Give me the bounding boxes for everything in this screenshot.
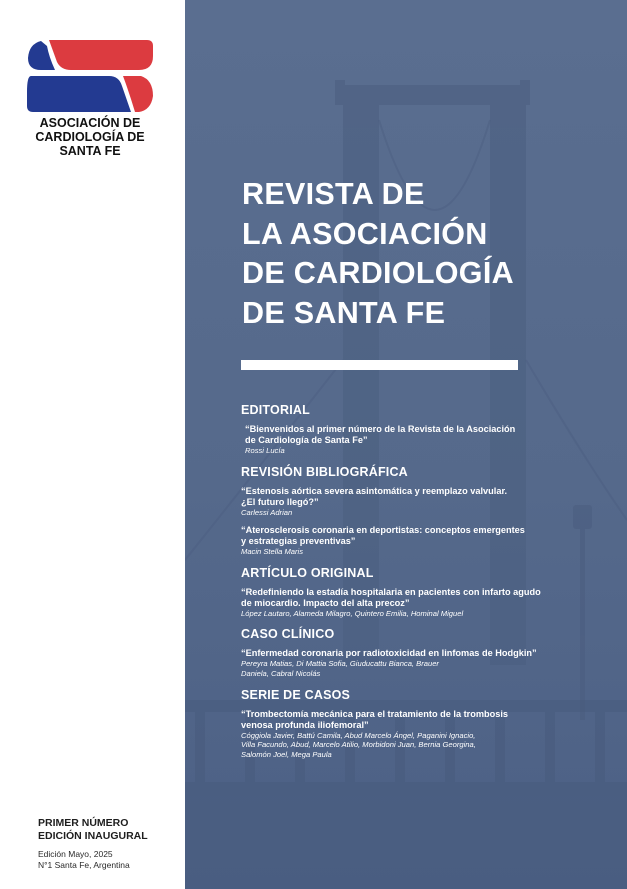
article-title-line: “Bienvenidos al primer número de la Revista de la Asociación <box>245 424 516 434</box>
article-authors-line: Daniela, Cabral Nicolás <box>241 668 321 678</box>
journal-title-line: DE CARDIOLOGÍA <box>242 256 514 290</box>
toc-article <box>241 587 601 619</box>
section-heading: REVISIÓN BIBLIOGRÁFICA <box>241 464 408 479</box>
edition-number-place: N°1 Santa Fe, Argentina <box>38 859 130 870</box>
article-title-line: y estrategias preventivas” <box>241 536 356 547</box>
sidebar-panel <box>0 0 185 889</box>
journal-title <box>242 175 612 333</box>
toc-section <box>241 627 601 678</box>
journal-title-line: REVISTA DE <box>242 177 425 211</box>
section-heading: CASO CLÍNICO <box>241 627 335 642</box>
toc-section <box>241 403 601 456</box>
toc-article <box>241 648 601 678</box>
article-authors-line: Villa Facundo, Abud, Marcelo Atilio, Morbidoni Juan, Bernia Georgina, <box>241 740 476 750</box>
edition-info <box>38 817 178 870</box>
article-authors-line: Cóggiola Javier, Battú Camila, Abud Marcelo Ángel, Paganini Ignacio, <box>241 730 476 740</box>
article-authors-line: Rossi Lucía <box>245 446 285 455</box>
toc-article <box>241 525 601 557</box>
table-of-contents <box>241 403 601 768</box>
article-title-line: de miocardio. Impacto del alta precoz” <box>241 597 410 608</box>
article-authors-line: Salomón Joel, Mega Paula <box>241 749 332 759</box>
organization-name <box>20 116 160 158</box>
section-heading: SERIE DE CASOS <box>241 687 351 702</box>
article-title-line: “Redefiniendo la estadía hospitalaria en pacientes con infarto agudo <box>241 586 541 597</box>
toc-section <box>241 465 601 557</box>
org-name-line: SANTA FE <box>59 144 121 158</box>
article-title-line: “Estenosis aórtica severa asintomática y reemplazo valvular. <box>241 485 508 496</box>
article-authors-line: Macin Stella Maris <box>241 547 304 557</box>
section-heading: ARTÍCULO ORIGINAL <box>241 565 374 580</box>
journal-title-line: LA ASOCIACIÓN <box>242 216 488 251</box>
article-title-line: “Enfermedad coronaria por radiotoxicidad en linfomas de Hodgkin” <box>241 648 537 659</box>
logo-red-top-shape <box>49 40 153 70</box>
section-heading: EDITORIAL <box>241 403 310 417</box>
journal-title-line: DE SANTA FE <box>242 295 446 330</box>
toc-article <box>241 424 601 456</box>
article-title-line: de Cardiología de Santa Fe” <box>245 435 368 445</box>
article-authors-line: Pereyra Matias, Di Mattia Sofia, Giuducattu Bianca, Brauer <box>241 659 439 669</box>
edition-date: Edición Mayo, 2025 <box>38 849 113 859</box>
logo-blue-bottom-shape <box>27 76 131 112</box>
association-logo <box>27 40 153 112</box>
edition-title-line: PRIMER NÚMERO <box>38 817 129 829</box>
toc-section <box>241 688 601 760</box>
org-name-line: ASOCIACIÓN DE <box>39 116 141 130</box>
title-divider <box>241 360 518 370</box>
article-authors-line: Carlessi Adrian <box>241 507 293 517</box>
cover-panel <box>185 0 627 889</box>
toc-article <box>241 486 601 518</box>
article-title-line: “Aterosclerosis coronaria en deportistas: conceptos emergentes <box>241 525 525 536</box>
article-title-line: “Trombectomía mecánica para el tratamiento de la trombosis <box>241 708 509 719</box>
article-authors-line: López Lautaro, Alameda Milagro, Quintero Emilia, Hominal Miguel <box>241 608 464 618</box>
edition-title-line: EDICIÓN INAUGURAL <box>38 829 148 842</box>
org-name-line: CARDIOLOGÍA DE <box>35 130 145 144</box>
article-title-line: venosa profunda iliofemoral” <box>241 719 369 730</box>
toc-article <box>241 709 601 760</box>
toc-section <box>241 566 601 619</box>
article-title-line: ¿El futuro llegó?” <box>241 496 319 507</box>
